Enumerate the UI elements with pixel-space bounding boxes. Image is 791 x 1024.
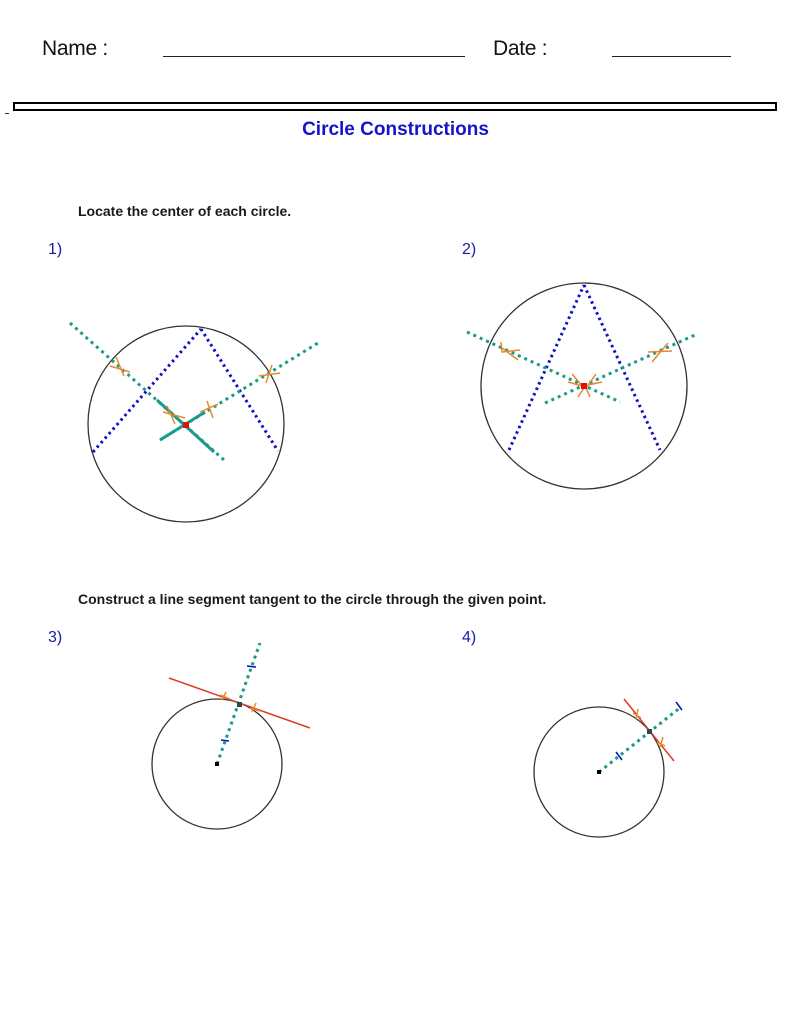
- given-point-3: [237, 702, 242, 707]
- instruction-locate-center: Locate the center of each circle.: [78, 203, 292, 219]
- given-point-4: [647, 729, 652, 734]
- figure-problem-2: [467, 283, 697, 489]
- center-point-2: [581, 383, 587, 389]
- circle-center-4: [597, 770, 601, 774]
- date-label: Date :: [493, 37, 548, 60]
- figure-problem-3: [152, 643, 310, 829]
- center-point-1: [183, 422, 189, 428]
- problem-number-1: 1): [48, 241, 63, 258]
- problem-number-3: 3): [48, 629, 63, 646]
- page-title: Circle Constructions: [302, 119, 489, 140]
- figure-problem-1: [70, 323, 318, 522]
- arc-marks-1: [110, 357, 280, 424]
- figure-problem-4: [534, 699, 682, 837]
- circle-center-3: [215, 762, 219, 766]
- chord-1a: [93, 329, 201, 452]
- chord-2a: [509, 285, 584, 450]
- problem-number-2: 2): [462, 241, 477, 258]
- problem-number-4: 4): [462, 629, 477, 646]
- instruction-construct-tangent: Construct a line segment tangent to the circle through the given point.: [78, 591, 547, 607]
- name-label: Name :: [42, 37, 108, 60]
